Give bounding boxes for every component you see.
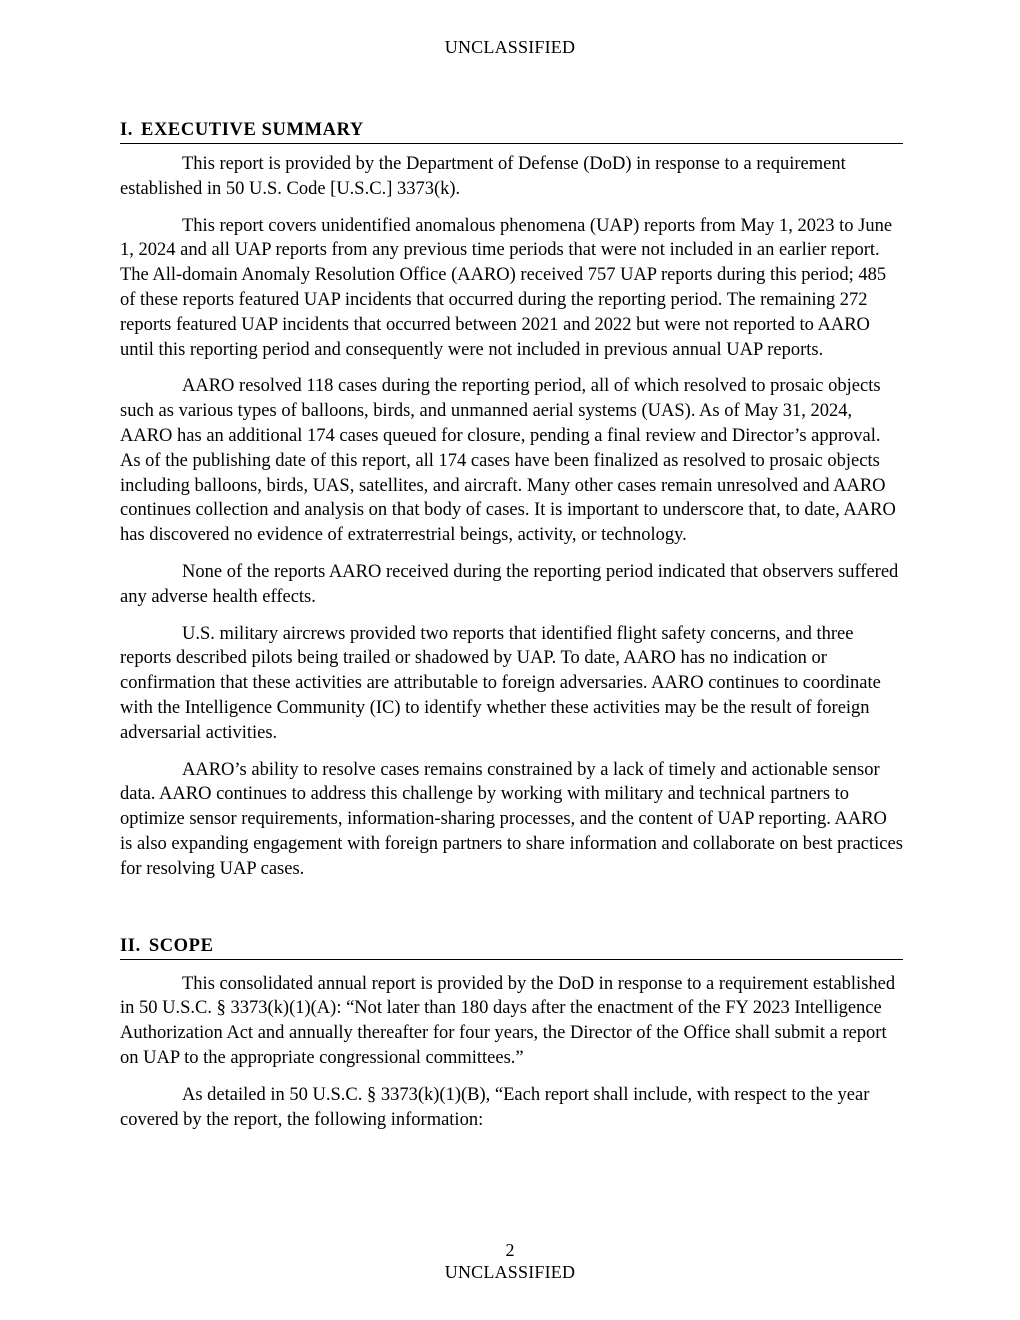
page-number: 2	[505, 1240, 515, 1260]
classification-marking-bottom: UNCLASSIFIED	[444, 1262, 576, 1282]
section-number: II.	[120, 935, 141, 956]
paragraph: None of the reports AARO received during the reporting period indicated that observers suffered any adverse health effects.	[120, 561, 899, 607]
section-heading-executive-summary	[120, 118, 903, 144]
paragraph: This report covers unidentified anomalous phenomena (UAP) reports from May 1, 2023 to June 1, 2024 and all UAP reports from any previous time periods that were not included in an earlier report. The All-domain Anomaly Resolution Office (AARO) received 757 UAP reports during this period; 485 of these reports featured UAP incidents that occurred during the reporting period. The remaining 272 reports featured UAP incidents that occurred between 2021 and 2022 but were not reported to AARO until this reporting period and consequently were not included in previous annual UAP reports.	[120, 215, 893, 360]
section-number: I.	[120, 120, 134, 140]
paragraph: U.S. military aircrews provided two reports that identified flight safety concerns, and three reports described pilots being trailed or shadowed by UAP. To date, AARO has no indication or confirmation that these activities are attributable to foreign adversaries. AARO continues to coordinate with the Intelligence Community (IC) to identify whether these activities may be the result of foreign adversarial activities.	[120, 623, 881, 743]
section-title: SCOPE	[148, 935, 214, 956]
paragraph: This report is provided by the Department of Defense (DoD) in response to a requirement established in 50 U.S. Code [U.S.C.] 3373(k).	[120, 154, 846, 199]
section-title: EXECUTIVE SUMMARY	[141, 120, 364, 140]
page-content	[120, 118, 903, 1144]
paragraph: As detailed in 50 U.S.C. § 3373(k)(1)(B), “Each report shall include, with respect to the year covered by the report, the following information:	[120, 1084, 870, 1130]
paragraph: AARO’s ability to resolve cases remains constrained by a lack of timely and actionable sensor data. AARO continues to address this challenge by working with military and technical partners to optimize sensor requirements, information-sharing processes, and the content of UAP reporting. AARO is also expanding engagement with foreign partners to share information and collaborate on best practices for resolving UAP cases.	[120, 759, 903, 879]
classification-marking-top: UNCLASSIFIED	[444, 37, 576, 57]
section-heading-scope	[120, 934, 903, 960]
paragraph: AARO resolved 118 cases during the reporting period, all of which resolved to prosaic objects such as various types of balloons, birds, and unmanned aerial systems (UAS). As of May 31, 2024, AARO has an additional 174 cases queued for closure, pending a final review and Director’s approval. As of the publishing date of this report, all 174 cases have been finalized as resolved to prosaic objects including balloons, birds, UAS, satellites, and aircraft. Many other cases remain unresolved and AARO continues collection and analysis on that body of cases. It is important to underscore that, to date, AARO has discovered no evidence of extraterrestrial beings, activity, or technology.	[120, 376, 896, 546]
paragraph: This consolidated annual report is provided by the DoD in response to a requirement established in 50 U.S.C. § 3373(k)(1)(A): “Not later than 180 days after the enactment of the FY 2023 Intelligence Authorization Act and annually thereafter for four years, the Director of the Office shall submit a report on UAP to the appropriate congressional committees.”	[120, 973, 896, 1068]
